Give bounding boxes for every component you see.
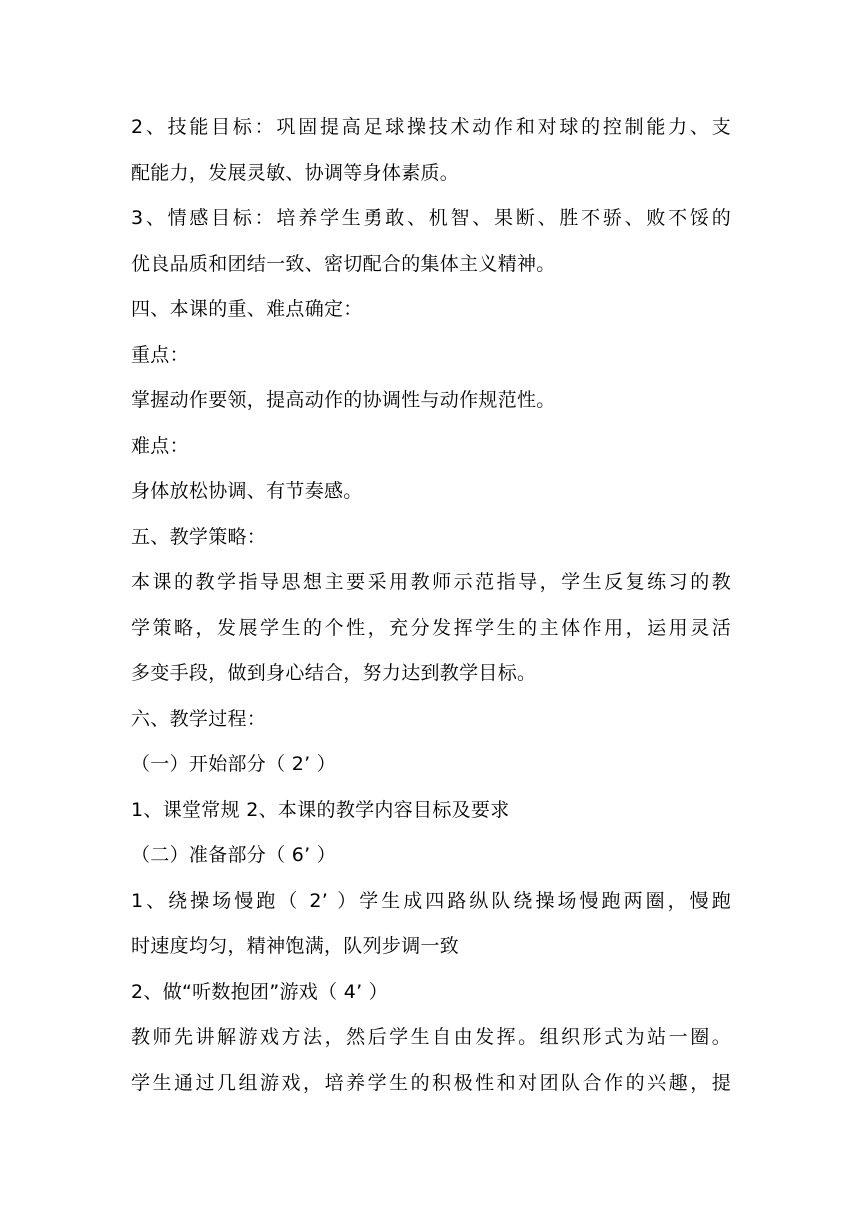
section-heading: 五、教学策略： [131,525,267,548]
text-line: 本课的教学指导思想主要采用教师示范指导，学生反复练习的教 [131,571,731,593]
text-line: 2、做“听数抱团”游戏（ 4’ ） [131,980,389,1003]
text-line: 时速度均匀，精神饱满，队列步调一致 [131,935,460,957]
text-line: 优良品质和团结一致、密切配合的集体主义精神。 [131,252,556,275]
text-line: 掌握动作要领，提高动作的协调性与动作规范性。 [131,389,556,411]
subheading: 难点： [131,434,189,457]
subheading: 重点： [131,343,189,366]
subsection-heading: （一）开始部分（ 2’ ） [131,753,337,775]
text-line: 身体放松协调、有节奏感。 [131,480,363,502]
text-line: 教师先讲解游戏方法，然后学生自由发挥。组织形式为站一圈。 [131,1026,731,1048]
section-heading: 六、教学过程： [131,707,267,730]
text-line: 3、情感目标：培养学生勇敢、机智、果断、胜不骄、败不馁的 [131,207,731,229]
text-line: 多变手段，做到身心结合，努力达到教学目标。 [131,662,537,684]
subsection-heading: （二）准备部分（ 6’ ） [131,844,337,866]
text-line: 1、课堂常规 2、本课的教学内容目标及要求 [131,798,510,821]
document-body [131,109,731,1110]
section-heading: 四、本课的重、难点确定： [131,298,363,320]
text-line: 1、绕操场慢跑（ 2’ ）学生成四路纵队绕操场慢跑两圈，慢跑 [131,889,731,912]
text-line: 学策略，发展学生的个性，充分发挥学生的主体作用，运用灵活 [131,616,731,639]
text-line: 2、技能目标：巩固提高足球操技术动作和对球的控制能力、支 [131,116,731,138]
text-line: 学生通过几组游戏，培养学生的积极性和对团队合作的兴趣，提 [131,1071,731,1094]
text-line: 配能力，发展灵敏、协调等身体素质。 [131,161,460,184]
